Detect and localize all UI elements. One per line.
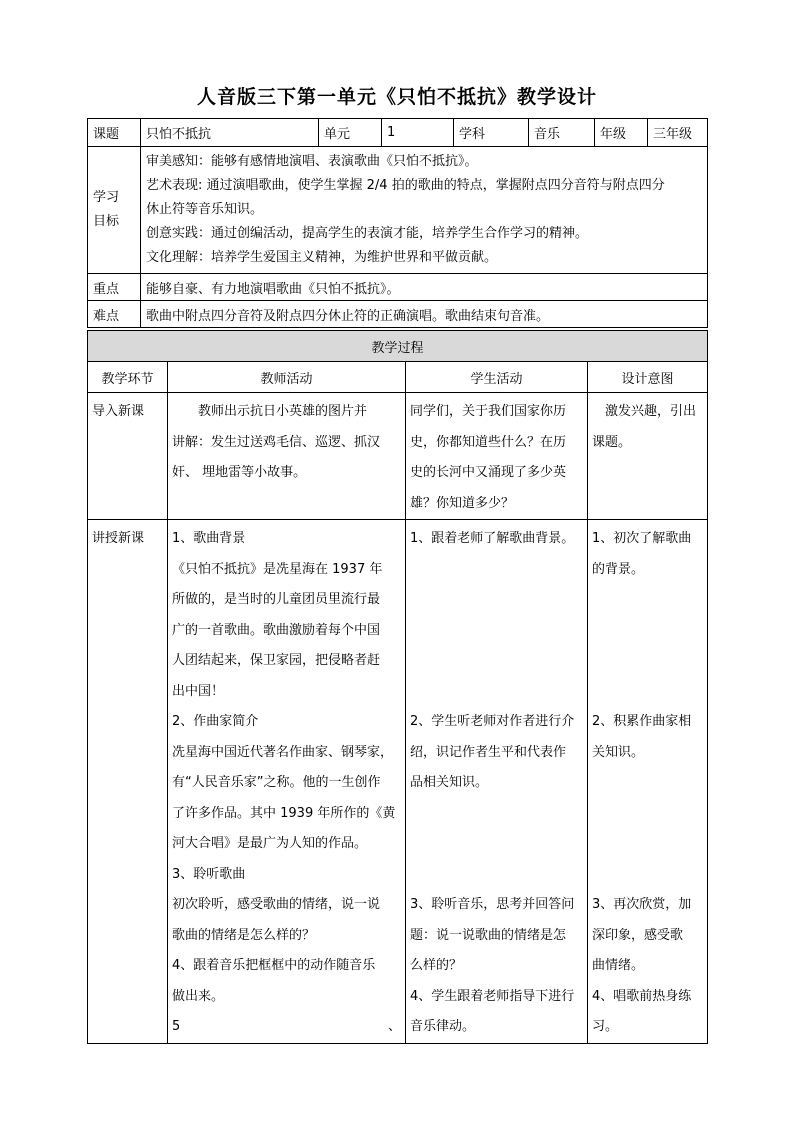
intro-intent: 激发兴趣，引出 课题。 bbox=[588, 393, 708, 520]
subject-value: 音乐 bbox=[529, 119, 595, 147]
process-header: 教学过程 bbox=[88, 331, 708, 362]
difficulty-label: 难点 bbox=[88, 301, 141, 328]
objective-line: 艺术表现: 通过演唱歌曲，使学生掌握 2/4 拍的歌曲的特点，掌握附点四分音符与附点四分 bbox=[146, 178, 665, 193]
lesson-stage: 讲授新课 bbox=[88, 520, 168, 1044]
grade-value: 三年级 bbox=[648, 119, 708, 147]
column-teacher: 教师活动 bbox=[168, 362, 406, 393]
grade-label: 年级 bbox=[595, 119, 648, 147]
unit-value: 1 bbox=[382, 119, 454, 147]
topic-value: 只怕不抵抗 bbox=[141, 119, 319, 147]
lesson-teacher: 1、歌曲背景 《只怕不抵抗》是冼星海在 1937 年 所做的，是当时的儿童团员里流行最 广的一首歌曲。歌曲激励着每个中国 人团结起来，保卫家园，把侵略者赶 出中国！ 2、作曲家简介 冼星海中国近代著名作曲家、钢琴家， 有“人民音乐家”之称。他的一生创作 了许多作品。其中 1939 年所作的《黄 河大合唱》是最广为人知的作品。 3、聆听歌曲 初次聆听，感受歌曲的情绪，说一说 歌曲的情绪是怎么样的？ 4、跟着音乐把框框中的动作随音乐 做出来。 5 、 bbox=[168, 520, 406, 1044]
objective-line: 审美感知：能够有感情地演唱、表演歌曲《只怕不抵抗》。 bbox=[146, 154, 478, 169]
column-stage: 教学环节 bbox=[88, 362, 168, 393]
objectives-text bbox=[141, 147, 708, 274]
intro-stage: 导入新课 bbox=[88, 393, 168, 520]
objectives-label: 学习 目标 bbox=[88, 147, 141, 274]
objective-line: 休止符等音乐知识。 bbox=[146, 202, 264, 217]
intro-teacher: 教师出示抗日小英雄的图片并 讲解：发生过送鸡毛信、巡逻、抓汉 奸、 埋地雷等小故事。 bbox=[168, 393, 406, 520]
lesson-student: 1、跟着老师了解歌曲背景。 2、学生听老师对作者进行介 绍，识记作者生平和代表作 品相关知识。 3、聆听音乐，思考并回答问 题：说一说歌曲的情绪是怎 么样的？ 4、学生跟着老师指导下进行 音乐律动。 bbox=[406, 520, 588, 1044]
key-point-value: 能够自豪、有力地演唱歌曲《只怕不抵抗》。 bbox=[141, 274, 708, 301]
key-point-label: 重点 bbox=[88, 274, 141, 301]
process-table bbox=[87, 330, 708, 1044]
unit-label: 单元 bbox=[319, 119, 382, 147]
objective-line: 文化理解：培养学生爱国主义精神，为维护世界和平做贡献。 bbox=[146, 250, 498, 265]
document-title: 人音版三下第一单元《只怕不抵抗》教学设计 bbox=[196, 86, 597, 108]
column-intent: 设计意图 bbox=[588, 362, 708, 393]
subject-label: 学科 bbox=[454, 119, 529, 147]
objective-line: 创意实践：通过创编活动，提高学生的表演才能，培养学生合作学习的精神。 bbox=[146, 226, 589, 241]
difficulty-value: 歌曲中附点四分音符及附点四分休止符的正确演唱。歌曲结束句音准。 bbox=[141, 301, 708, 328]
lesson-intent: 1、初次了解歌曲 的背景。 2、积累作曲家相 关知识。 3、再次欣赏，加 深印象，感受歌 曲情绪。 4、唱歌前热身练 习。 bbox=[588, 520, 708, 1044]
column-student: 学生活动 bbox=[406, 362, 588, 393]
info-table bbox=[87, 118, 708, 328]
intro-student: 同学们，关于我们国家你历 史，你都知道些什么？在历 史的长河中又涌现了多少英 雄？你知道多少？ bbox=[406, 393, 588, 520]
topic-label: 课题 bbox=[88, 119, 141, 147]
